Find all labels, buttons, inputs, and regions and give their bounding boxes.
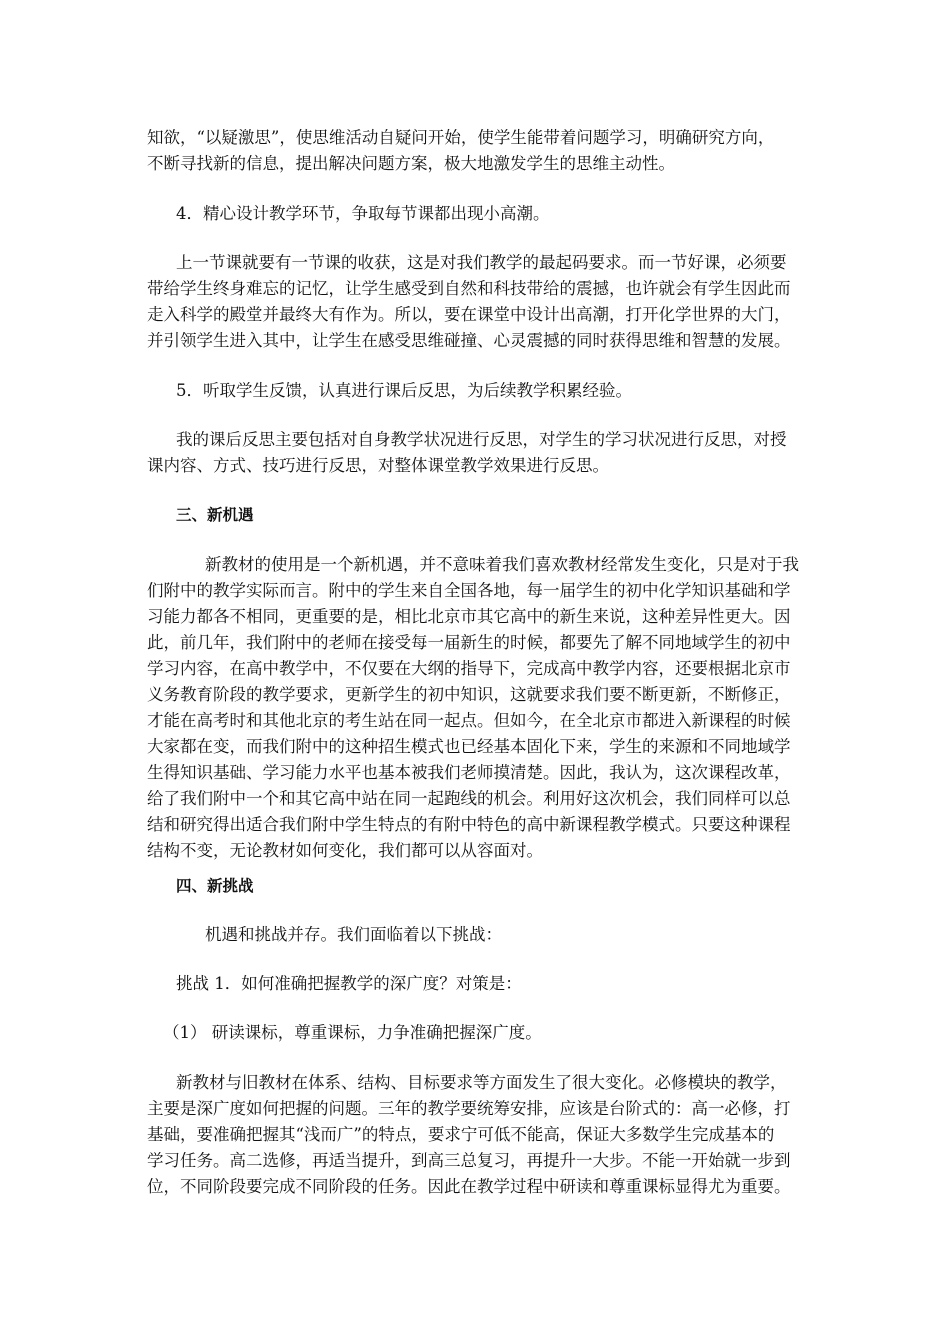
paragraph-line: 大家都在变，而我们附中的这种招生模式也已经基本固化下来，学生的来源和不同地域学 [147, 737, 791, 756]
paragraph-line: 们附中的教学实际而言。附中的学生来自全国各地，每一届学生的初中化学知识基础和学 [147, 581, 791, 600]
paragraph-line: 基础，要准确把握其“浅而广”的特点，要求宁可低不能高，保证大多数学生完成基本的 [147, 1125, 775, 1144]
paragraph-line: 带给学生终身难忘的记忆，让学生感受到自然和科技带给的震撼，也许就会有学生因此而 [147, 279, 791, 298]
paragraph-line: 结和研究得出适合我们附中学生特点的有附中特色的高中新课程教学模式。只要这种课程 [147, 815, 791, 834]
section-heading-4: 四、新挑战 [176, 877, 254, 895]
paragraph-line: 结构不变，无论教材如何变化，我们都可以从容面对。 [147, 841, 543, 860]
paragraph-line: 习能力都各不相同，更重要的是，相比北京市其它高中的新生来说，这种差异性更大。因 [147, 607, 791, 626]
paragraph-line: 才能在高考时和其他北京的考生站在同一起点。但如今，在全北京市都进入新课程的时候 [147, 711, 791, 730]
paragraph-line: 新教材与旧教材在体系、结构、目标要求等方面发生了很大变化。必修模块的教学， [176, 1073, 787, 1092]
paragraph-line: 知欲，“以疑激思”，使思维活动自疑问开始，使学生能带着问题学习，明确研究方向， [147, 128, 775, 147]
paragraph-line: 上一节课就要有一节课的收获，这是对我们教学的最起码要求。而一节好课，必须要 [176, 253, 787, 272]
challenge-1: 挑战 1．如何准确把握教学的深广度？对策是： [176, 974, 522, 993]
section-heading-3: 三、新机遇 [176, 506, 254, 524]
paragraph-line: 走入科学的殿堂并最终大有作为。所以，要在课堂中设计出高潮，打开化学世界的大门， [147, 305, 791, 324]
paragraph-line: 此，前几年，我们附中的老师在接受每一届新生的时候，都要先了解不同地域学生的初中 [147, 633, 791, 652]
paragraph-line: 我的课后反思主要包括对自身教学状况进行反思，对学生的学习状况进行反思，对授 [176, 430, 787, 449]
list-item-1: （1） 研读课标，尊重课标，力争准确把握深广度。 [163, 1023, 542, 1042]
paragraph-line: 给了我们附中一个和其它高中站在同一起跑线的机会。利用好这次机会，我们同样可以总 [147, 789, 791, 808]
paragraph-line: 主要是深广度如何把握的问题。三年的教学要统筹安排，应该是台阶式的：高一必修，打 [147, 1099, 791, 1118]
paragraph-line: 学习内容，在高中教学中，不仅要在大纲的指导下，完成高中教学内容，还要根据北京市 [147, 659, 791, 678]
paragraph-line: 新教材的使用是一个新机遇，并不意味着我们喜欢教材经常发生变化，只是对于我 [205, 555, 799, 574]
paragraph-line: 义务教育阶段的教学要求，更新学生的初中知识，这就要求我们要不断更新，不断修正， [147, 685, 791, 704]
paragraph-line: 课内容、方式、技巧进行反思，对整体课堂教学效果进行反思。 [147, 456, 609, 475]
paragraph-line: 不断寻找新的信息，提出解决问题方案，极大地激发学生的思维主动性。 [147, 154, 675, 173]
paragraph-line: 位，不同阶段要完成不同阶段的任务。因此在教学过程中研读和尊重课标显得尤为重要。 [147, 1177, 791, 1196]
paragraph-line: 学习任务。高二选修，再适当提升，到高三总复习，再提升一大步。不能一开始就一步到 [147, 1151, 791, 1170]
list-item-4: 4．精心设计教学环节，争取每节课都出现小高潮。 [176, 204, 550, 223]
paragraph-line: 生得知识基础、学习能力水平也基本被我们老师摸清楚。因此，我认为，这次课程改革， [147, 763, 791, 782]
paragraph-line: 机遇和挑战并存。我们面临着以下挑战： [205, 925, 502, 944]
paragraph-line: 并引领学生进入其中，让学生在感受思维碰撞、心灵震撼的同时获得思维和智慧的发展。 [147, 331, 791, 350]
list-item-5: 5．听取学生反馈，认真进行课后反思，为后续教学积累经验。 [176, 381, 632, 400]
